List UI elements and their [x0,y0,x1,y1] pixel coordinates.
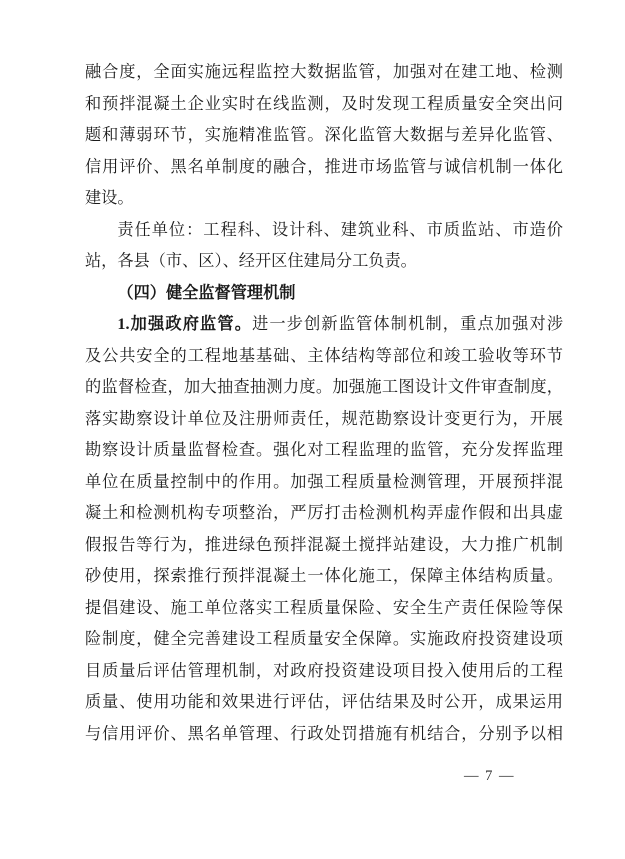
text-line: 砂使用，探索推行预拌混凝土一体化施工，保障主体结构质量。 [85,567,563,585]
text-line: 目质量后评估管理机制，对政府投资建设项目投入使用后的工程 [85,661,563,680]
text-line: 凝土和检测机构专项整治，严厉打击检测机构弄虚作假和出具虚 [85,504,563,522]
bold-run-in-text: 1.加强政府监管。 [117,315,253,333]
text-line: 站，各县（市、区）、经开区住建局分工负责。 [85,252,417,270]
text-line: 和预拌混凝土企业实时在线监测，及时发现工程质量安全突出问 [85,94,563,113]
text-line: 信用评价、黑名单制度的融合，推进市场监管与诚信机制一体化 [85,157,563,176]
section-heading: （四）健全监督管理机制 [117,283,296,302]
text-line: 建设。 [85,189,134,207]
page-number: — 7 — [464,768,515,784]
text-line: 假报告等行为，推进绿色预拌混凝土搅拌站建设，大力推广机制 [85,535,563,554]
text-line: 质量、使用功能和效果进行评估，评估结果及时公开，成果运用 [85,693,563,711]
text-line: 与信用评价、黑名单管理、行政处罚措施有机结合，分别予以相 [85,724,563,743]
text-line: 1.加强政府监管。进一步创新监管体制机制，重点加强对涉 [117,315,563,333]
text-line: 责任单位：工程科、设计科、建筑业科、市质监站、市造价 [117,220,563,239]
text-line: 融合度，全面实施远程监控大数据监管，加强对在建工地、检测 [85,63,563,81]
text-line: 单位在质量控制中的作用。加强工程质量检测管理，开展预拌混 [85,472,563,491]
text-line: 勘察设计质量监督检查。强化对工程监理的监管，充分发挥监理 [85,441,563,459]
document-body [85,57,563,750]
text-line: 险制度，健全完善建设工程质量安全保障。实施政府投资建设项 [85,630,563,648]
text-line: 及公共安全的工程地基基础、主体结构等部位和竣工验收等环节 [85,346,563,365]
text-line: 提倡建设、施工单位落实工程质量保险、安全生产责任保险等保 [85,598,563,617]
text-line: 题和薄弱环节，实施精准监管。深化监管大数据与差异化监管、 [85,126,563,144]
text-line: 落实勘察设计单位及注册师责任，规范勘察设计变更行为，开展 [85,409,563,428]
text-line: 的监督检查，加大抽查抽测力度。加强施工图设计文件审查制度， [85,378,563,396]
